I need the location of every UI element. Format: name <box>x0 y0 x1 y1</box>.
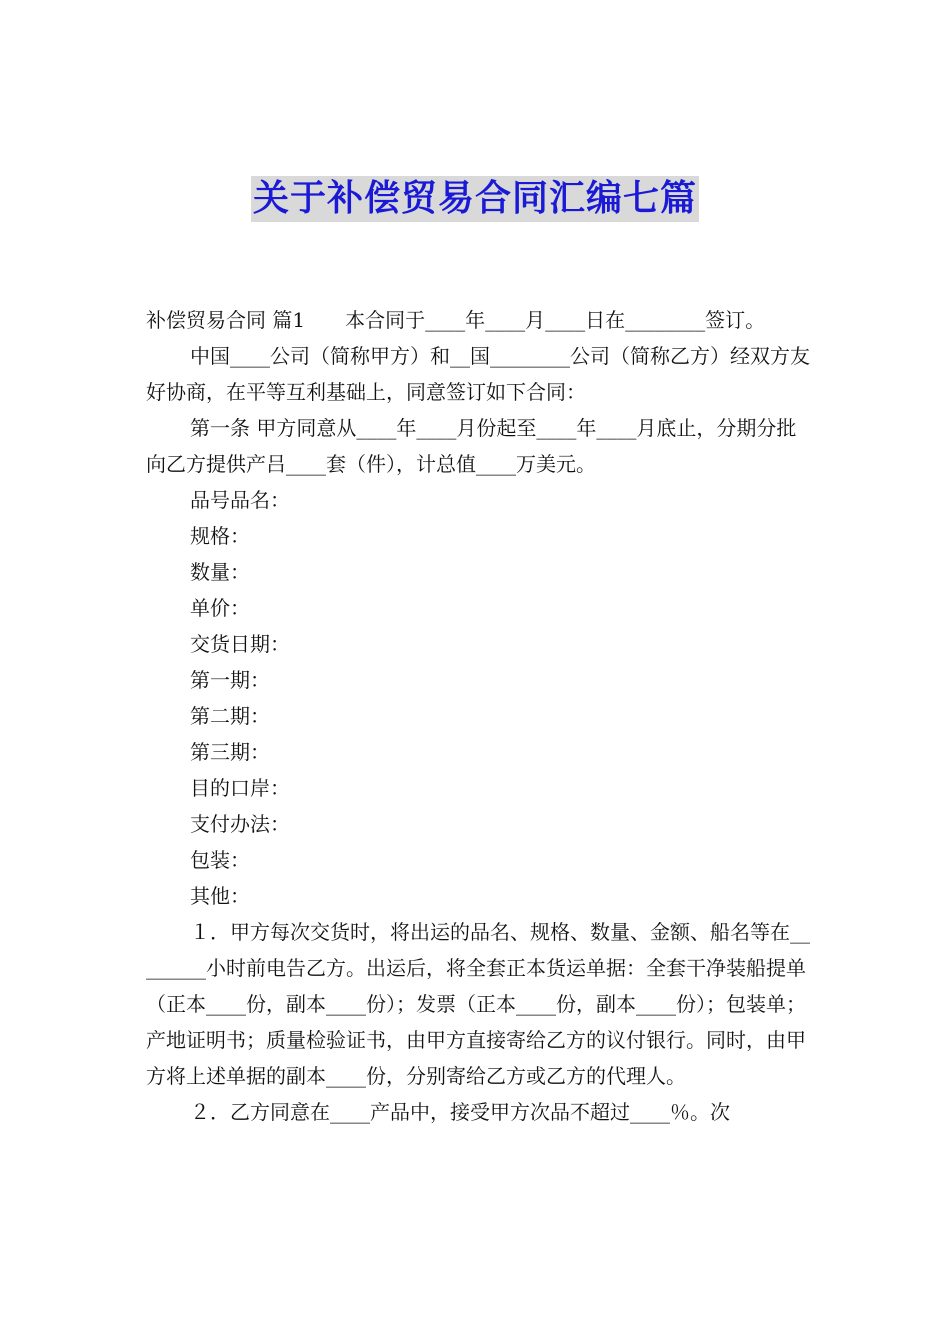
clause-two: ２．乙方同意在____产品中，接受甲方次品不超过____％。次 <box>190 1100 730 1124</box>
field-packaging: 包装： <box>190 848 250 872</box>
document-title: 关于补偿贸易合同汇编七篇 <box>251 176 699 222</box>
field-destination-port: 目的口岸： <box>190 776 290 800</box>
field-unit-price: 单价： <box>190 596 250 620</box>
clause-one: １．甲方每次交货时，将出运的品名、规格、数量、金额、船名等在________小时前电告乙方。出运后，将全套正本货运单据：全套干净装船提单（正本____份，副本____份）；发票（正本____份，副本____份）；包装单；产地证明书；质量检验证书，由甲方直接寄给乙方的议付银行。同时，由甲方将上述单据的副本____份，分别寄给乙方或乙方的代理人。 <box>146 920 810 1088</box>
field-phase-one: 第一期： <box>190 668 270 692</box>
field-specification: 规格： <box>190 524 250 548</box>
field-other: 其他： <box>190 884 250 908</box>
title-container <box>0 176 950 222</box>
field-phase-three: 第三期： <box>190 740 270 764</box>
field-delivery-date: 交货日期： <box>190 632 290 656</box>
field-product-name: 品号品名： <box>190 488 290 512</box>
field-phase-two: 第二期： <box>190 704 270 728</box>
paragraph-article-one: 第一条 甲方同意从____年____月份起至____年____月底止，分期分批向乙方提供产吕____套（件），计总值____万美元。 <box>146 416 797 476</box>
field-quantity: 数量： <box>190 560 250 584</box>
paragraph-contract-header: 补偿贸易合同 篇1 本合同于____年____月____日在________签订。 <box>146 308 766 332</box>
paragraph-parties: 中国____公司（简称甲方）和__国________公司（简称乙方）经双方友好协商，在平等互利基础上，同意签订如下合同： <box>146 344 810 404</box>
field-payment-method: 支付办法： <box>190 812 290 836</box>
document-body <box>146 302 810 1130</box>
